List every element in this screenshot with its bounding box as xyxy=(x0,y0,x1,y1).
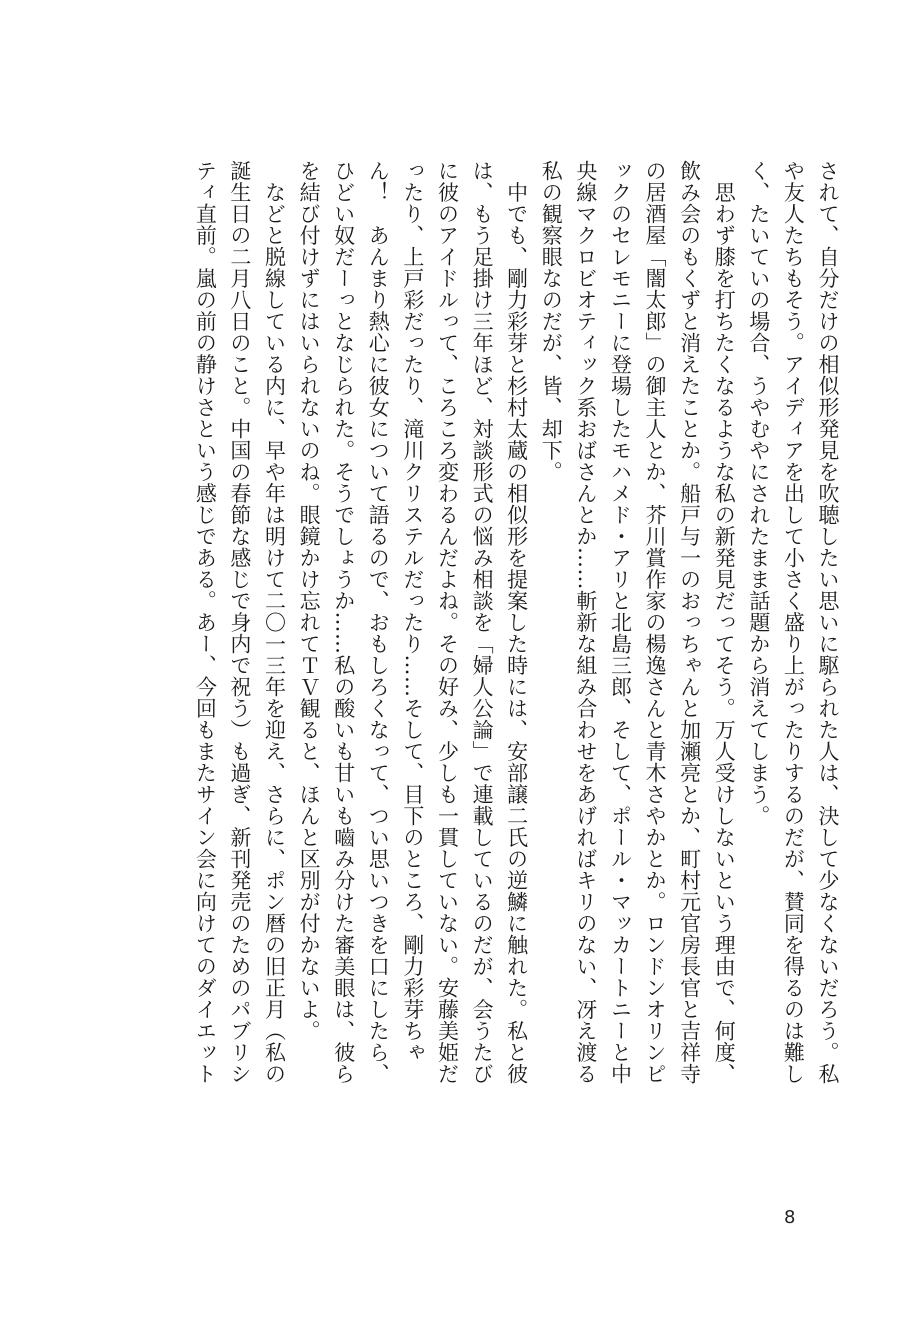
text-column: 誕生日の二月八日のこと。中国の春節な感じで身内で祝う）も過ぎ、新刊発売のためのパブリシ xyxy=(227,160,252,1085)
page-number: 8 xyxy=(784,1207,796,1228)
text-column: 飲み会のもくずと消えたことか。船戸与一のおっちゃんと加瀬亮とか、町村元官房長官と吉祥寺 xyxy=(677,160,702,1085)
text-column: ん！ あんまり熱心に彼女について語るので、おもしろくなって、つい思いつきを口にしたら、 xyxy=(366,160,391,1085)
text-column: 思わず膝を打ちたくなるような私の新発見だってそう。万人受けしないという理由で、何度、 xyxy=(712,160,737,1085)
text-column: ティ直前。嵐の前の静けさという感じである。あー、今回もまたサイン会に向けてのダイエット xyxy=(193,160,218,1085)
text-column: されて、自分だけの相似形発見を吹聴したい思いに駆られた人は、決して少なくないだろう。私 xyxy=(816,160,840,1085)
text-column: を結び付けずにはいられないのね。眼鏡かけ忘れてＴＶ観ると、ほんと区別が付かないよ。 xyxy=(297,160,322,1042)
text-column: 私の観察眼なのだが、皆、却下。 xyxy=(539,160,564,483)
text-column: ックのセレモニーに登場したモハメド・アリと北島三郎、そして、ポール・マッカートニーと中 xyxy=(608,160,633,1085)
vertical-text-body xyxy=(45,160,845,1150)
text-column: の居酒屋「闇太郎」の御主人とか、芥川賞作家の楊逸さんと青木さやかとか。ロンドンオリンピ xyxy=(643,160,668,1085)
text-column: は、もう足掛け三年ほど、対談形式の悩み相談を「婦人公論」で連載しているのだが、会うたび xyxy=(470,160,495,1085)
text-column: 央線マクロビオティック系おばさんとか……斬新な組み合わせをあげればキリのない、冴え渡る xyxy=(573,160,598,1085)
text-column: く、たいていの場合、うやむやにされたまま話題から消えてしまう。 xyxy=(746,160,771,827)
text-column: や友人たちもそう。アイディアを出して小さく盛り上がったりするのだが、賛同を得るのは難し xyxy=(781,160,806,1085)
text-column: 中でも、剛力彩芽と杉村太蔵の相似形を提案した時には、安部譲二氏の逆鱗に触れた。私と彼 xyxy=(504,160,529,1085)
text-column: などと脱線している内に、早や年は明けて二〇一三年を迎え、さらに、ポン暦の旧正月（私の xyxy=(262,160,287,1085)
text-column: に彼のアイドルって、ころころ変わるんだよね。その好み、少しも一貫していない。安藤美姫だ xyxy=(435,160,460,1085)
text-column: ひどい奴だーっとなじられた。そうでしょうか……私の酸いも甘いも嚙み分けた審美眼は、彼ら xyxy=(331,160,356,1085)
text-column: ったり、上戸彩だったり、滝川クリステルだったり……そして、目下のところ、剛力彩芽ちゃ xyxy=(400,160,425,1063)
